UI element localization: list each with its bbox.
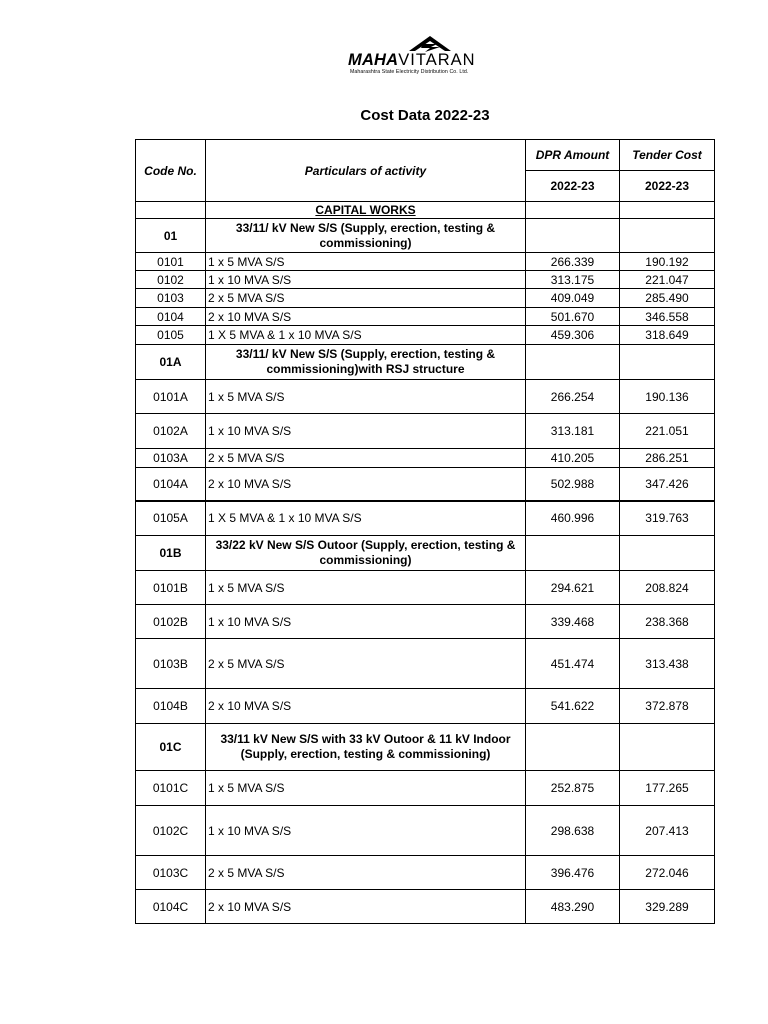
table-row [136,571,715,605]
group-code: 01C [136,724,206,771]
row-code: 0102A [136,414,206,449]
row-particulars: 1 X 5 MVA & 1 x 10 MVA S/S [206,501,526,536]
row-tender-cost: 238.368 [620,605,715,639]
row-code: 0102 [136,271,206,289]
row-dpr-amount: 410.205 [526,449,620,468]
header-dpr: DPR Amount [526,140,620,171]
row-code: 0103C [136,856,206,890]
row-particulars: 1 x 5 MVA S/S [206,771,526,806]
row-tender-cost: 221.051 [620,414,715,449]
row-particulars: 2 x 5 MVA S/S [206,856,526,890]
row-tender-cost: 190.136 [620,380,715,414]
row-tender-cost: 221.047 [620,271,715,289]
row-tender-cost: 207.413 [620,806,715,856]
row-dpr-amount: 460.996 [526,501,620,536]
group-row [136,345,715,380]
group-row [136,536,715,571]
row-tender-cost: 329.289 [620,890,715,924]
table-row [136,856,715,890]
table-row [136,890,715,924]
row-dpr-amount: 266.339 [526,253,620,271]
row-tender-cost: 347.426 [620,468,715,501]
table-row [136,326,715,345]
row-particulars: 2 x 5 MVA S/S [206,289,526,308]
row-dpr-amount: 501.670 [526,308,620,326]
row-dpr-amount: 451.474 [526,639,620,689]
row-particulars: 2 x 5 MVA S/S [206,639,526,689]
table-row [136,414,715,449]
group-title: 33/11 kV New S/S with 33 kV Outoor & 11 kV Indoor (Supply, erection, testing & commissioning) [206,724,526,771]
row-dpr-amount: 396.476 [526,856,620,890]
header-tender: Tender Cost [620,140,715,171]
row-particulars: 1 x 10 MVA S/S [206,414,526,449]
group-tender-empty [620,536,715,571]
logo-subtitle: Maharashtra State Electricity Distribution Co. Ltd. [350,69,469,75]
row-particulars: 2 x 5 MVA S/S [206,449,526,468]
row-tender-cost: 177.265 [620,771,715,806]
row-tender-cost: 285.490 [620,289,715,308]
group-dpr-empty [526,724,620,771]
row-particulars: 1 X 5 MVA & 1 x 10 MVA S/S [206,326,526,345]
row-dpr-amount: 459.306 [526,326,620,345]
header-dpr-year: 2022-23 [526,171,620,202]
row-dpr-amount: 266.254 [526,380,620,414]
table-row [136,689,715,724]
row-dpr-amount: 252.875 [526,771,620,806]
row-tender-cost: 319.763 [620,501,715,536]
group-tender-empty [620,724,715,771]
row-code: 0103B [136,639,206,689]
group-code: 01B [136,536,206,571]
table-row [136,468,715,501]
group-row [136,724,715,771]
group-dpr-empty [526,345,620,380]
row-tender-cost: 190.192 [620,253,715,271]
group-dpr-empty [526,536,620,571]
row-dpr-amount: 483.290 [526,890,620,924]
table-row [136,806,715,856]
row-dpr-amount: 502.988 [526,468,620,501]
group-tender-empty [620,219,715,253]
group-code: 01A [136,345,206,380]
table-row [136,271,715,289]
group-code: 01 [136,219,206,253]
table-row [136,605,715,639]
row-dpr-amount: 313.175 [526,271,620,289]
row-tender-cost: 318.649 [620,326,715,345]
row-dpr-amount: 541.622 [526,689,620,724]
group-title: 33/11/ kV New S/S (Supply, erection, testing & commissioning) [206,219,526,253]
document-title: Cost Data 2022-23 [360,107,490,124]
row-particulars: 1 x 5 MVA S/S [206,571,526,605]
header-tender-year: 2022-23 [620,171,715,202]
row-dpr-amount: 339.468 [526,605,620,639]
row-code: 0104A [136,468,206,501]
row-code: 0101 [136,253,206,271]
table-row [136,308,715,326]
row-code: 0102B [136,605,206,639]
row-tender-cost: 272.046 [620,856,715,890]
table-row [136,289,715,308]
row-code: 0101C [136,771,206,806]
row-code: 0104B [136,689,206,724]
table-row [136,771,715,806]
logo-pylon-icon [405,34,455,52]
row-tender-cost: 286.251 [620,449,715,468]
row-particulars: 1 x 10 MVA S/S [206,806,526,856]
row-particulars: 1 x 10 MVA S/S [206,605,526,639]
row-code: 0105 [136,326,206,345]
row-tender-cost: 372.878 [620,689,715,724]
row-code: 0101A [136,380,206,414]
row-particulars: 2 x 10 MVA S/S [206,308,526,326]
group-title: 33/22 kV New S/S Outoor (Supply, erection, testing & commissioning) [206,536,526,571]
row-tender-cost: 208.824 [620,571,715,605]
cost-data-table [135,139,715,924]
row-particulars: 2 x 10 MVA S/S [206,468,526,501]
row-code: 0104 [136,308,206,326]
row-particulars: 2 x 10 MVA S/S [206,890,526,924]
row-dpr-amount: 313.181 [526,414,620,449]
table-row [136,253,715,271]
group-dpr-empty [526,219,620,253]
row-tender-cost: 346.558 [620,308,715,326]
table-row [136,501,715,536]
header-row [136,140,715,171]
row-code: 0103A [136,449,206,468]
row-particulars: 1 x 10 MVA S/S [206,271,526,289]
row-dpr-amount: 409.049 [526,289,620,308]
logo-wordmark: MAHAVITARAN [348,51,476,69]
mahavitaran-logo [345,34,521,80]
row-particulars: 1 x 5 MVA S/S [206,380,526,414]
row-code: 0101B [136,571,206,605]
row-particulars: 2 x 10 MVA S/S [206,689,526,724]
group-title: 33/11/ kV New S/S (Supply, erection, testing & commissioning)with RSJ structure [206,345,526,380]
row-dpr-amount: 294.621 [526,571,620,605]
row-code: 0105A [136,501,206,536]
group-row [136,219,715,253]
row-code: 0103 [136,289,206,308]
table-row [136,380,715,414]
table-row [136,639,715,689]
row-code: 0102C [136,806,206,856]
row-code: 0104C [136,890,206,924]
header-code: Code No. [136,140,206,202]
group-tender-empty [620,345,715,380]
section-row [136,202,715,219]
row-particulars: 1 x 5 MVA S/S [206,253,526,271]
header-particulars: Particulars of activity [206,140,526,202]
row-dpr-amount: 298.638 [526,806,620,856]
table-row [136,449,715,468]
section-title: CAPITAL WORKS [206,202,526,219]
row-tender-cost: 313.438 [620,639,715,689]
